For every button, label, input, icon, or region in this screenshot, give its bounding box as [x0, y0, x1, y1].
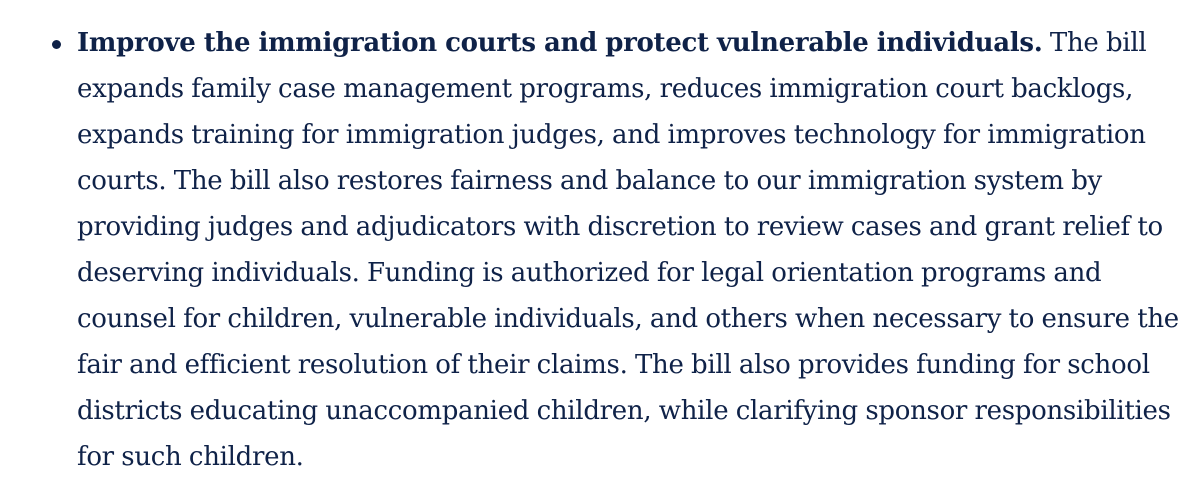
bullet-list [0, 20, 1185, 480]
bullet-body: The bill expands family case management programs, reduces immigration court backlogs, expands training for immigration judges, and improves technology for immigration courts. The bill also restores fairness and balance to our immigration system by providing judges and adjudicators with discretion to review cases and grant relief to deserving individuals. Funding is authorized for legal orientation programs and counsel for children, vulnerable individuals, and others when necessary to ensure the fair and efficient resolution of their claims. The bill also provides funding for school districts educating unaccompanied children, while clarifying sponsor responsibilities for such children. [77, 28, 1179, 472]
list-item [0, 20, 1185, 480]
bullet-heading: Improve the immigration courts and protect vulnerable individuals. [77, 28, 1043, 58]
bullet-icon [52, 40, 61, 49]
